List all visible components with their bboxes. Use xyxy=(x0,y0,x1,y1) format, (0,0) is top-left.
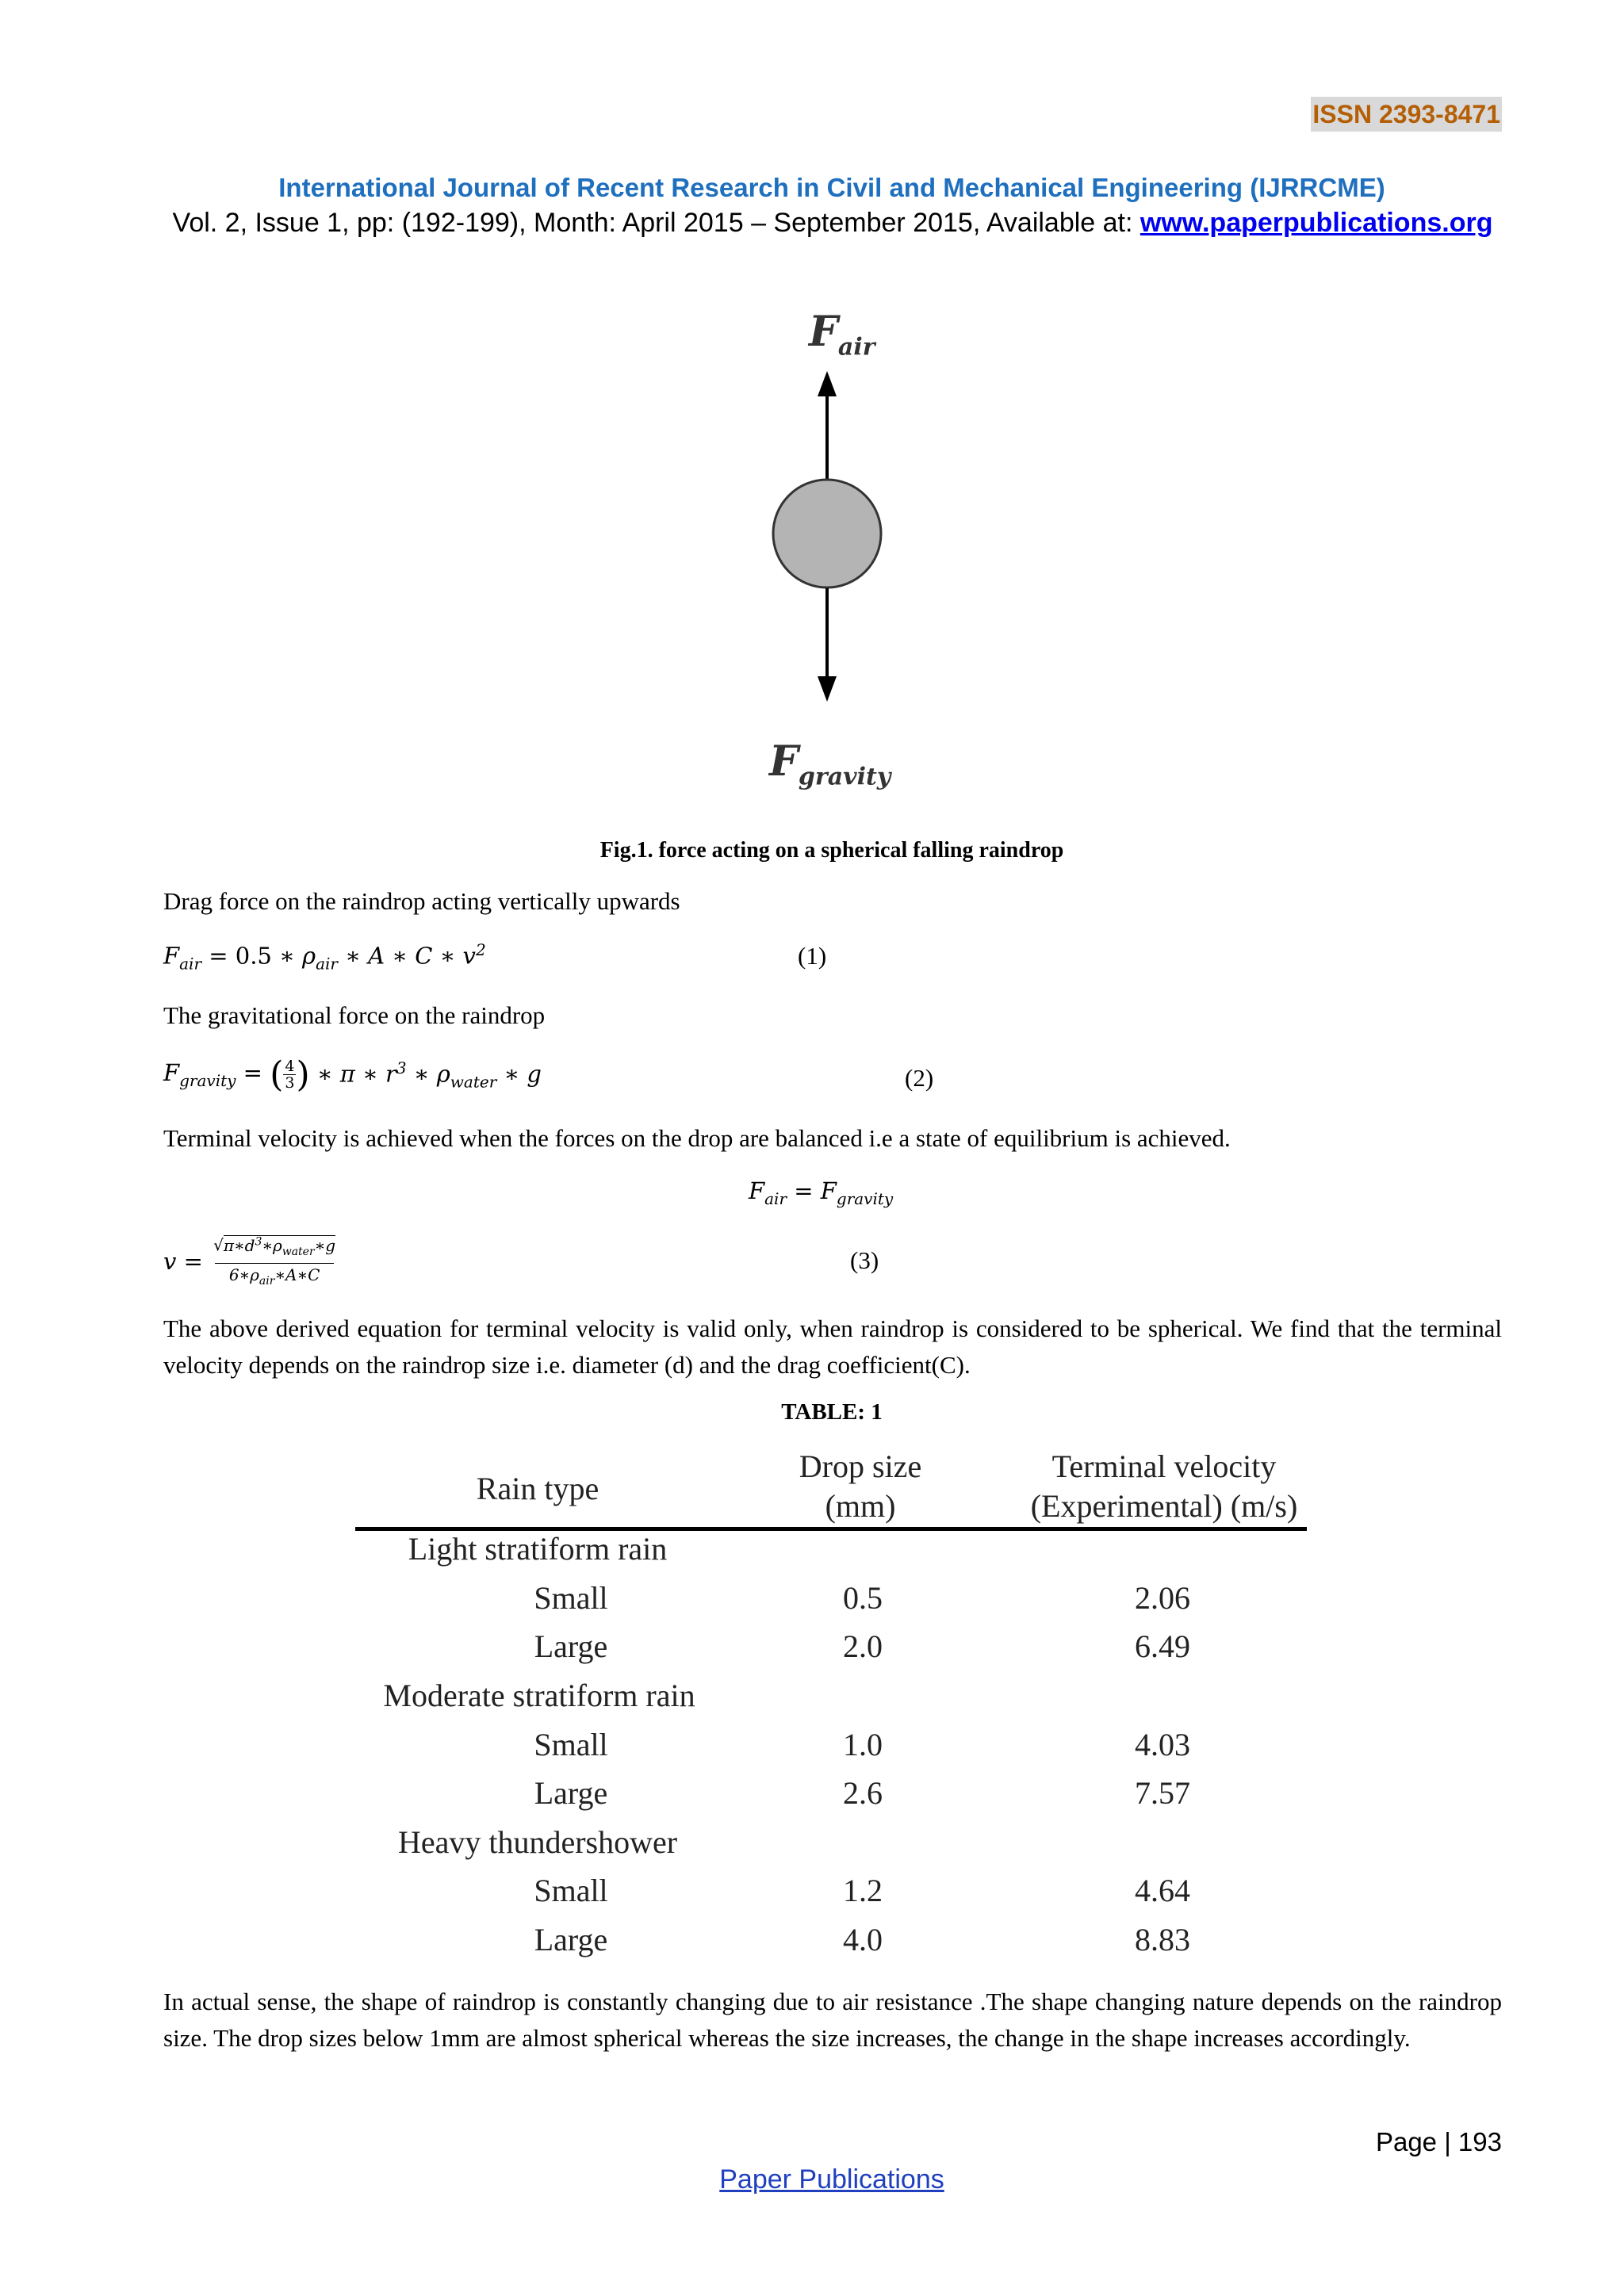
row-velocity: 8.83 xyxy=(1135,1922,1190,1957)
col-header-terminal-velocity: Terminal velocity xyxy=(1051,1448,1277,1484)
col-header-rain-type: Rain type xyxy=(476,1471,599,1506)
group-name: Heavy thundershower xyxy=(397,1824,678,1860)
row-velocity: 4.03 xyxy=(1135,1727,1190,1762)
row-velocity: 6.49 xyxy=(1135,1628,1190,1664)
journal-title: International Journal of Recent Research in Civil and Mechanical Engineering (IJRRCME) xyxy=(278,173,1385,202)
row-velocity: 2.06 xyxy=(1135,1580,1190,1616)
row-label: Small xyxy=(534,1727,608,1762)
paragraph-terminal: Terminal velocity is achieved when the forces on the drop are balanced i.e a state of equilibrium is achieved. xyxy=(163,1124,1231,1152)
issn-badge: ISSN 2393-8471 xyxy=(1311,97,1502,132)
journal-link[interactable]: www.paperpublications.org xyxy=(1139,208,1493,238)
f-gravity-label: $F_{gravity}$ xyxy=(769,737,891,791)
equation-2: $F_{gravity}$ = ( 4 3 ) ∗ π ∗ $r^3$ ∗ $\rho_{water}$ ∗ g xyxy=(163,1054,542,1095)
row-drop-size: 0.5 xyxy=(843,1580,883,1616)
equation-balance: $F_{air} = F_{gravity}$ xyxy=(749,1177,894,1208)
row-drop-size: 2.0 xyxy=(843,1628,883,1664)
row-velocity: 7.57 xyxy=(1135,1775,1190,1811)
row-drop-size: 2.6 xyxy=(843,1775,883,1811)
row-velocity: 4.64 xyxy=(1135,1873,1190,1908)
row-label: Large xyxy=(534,1628,608,1664)
paragraph-gravity: The gravitational force on the raindrop xyxy=(163,1001,546,1029)
row-label: Large xyxy=(534,1775,608,1811)
row-label: Small xyxy=(534,1580,608,1616)
row-label: Large xyxy=(534,1922,608,1957)
paragraph-actual: In actual sense, the shape of raindrop is constantly changing due to air resistance .The shape changing nature depends on the raindrop size. The drop sizes below 1mm are almost spherical whereas the size increases, the change in the shape increases accordingly. xyxy=(163,1988,1502,2052)
table-caption: TABLE: 1 xyxy=(781,1399,883,1425)
equation-3: v = $√\pi∗d^3∗\rho_{water}∗g$ $6∗\rho_{air}∗A∗C$ xyxy=(163,1230,339,1292)
row-label: Small xyxy=(534,1873,608,1908)
group-name: Light stratiform rain xyxy=(408,1531,668,1567)
paragraph-drag: Drag force on the raindrop acting vertically upwards xyxy=(163,887,680,915)
equation-1: $F_{air} = 0.5$ ∗ $\rho_{air}$ ∗ A ∗ C ∗ $v^2$ xyxy=(163,940,486,974)
paragraph-above: The above derived equation for terminal velocity is valid only, when raindrop is considered to be spherical. We find that the terminal velocity depends on the raindrop size i.e. diameter (d) and the drag coefficient(C). xyxy=(163,1314,1502,1379)
journal-info-text: Vol. 2, Issue 1, pp: (192-199), Month: April 2015 – September 2015, Available at: xyxy=(172,208,1140,238)
f-air-label: $F_{air}$ xyxy=(809,308,875,362)
row-drop-size: 4.0 xyxy=(843,1922,883,1957)
group-name: Moderate stratiform rain xyxy=(383,1678,695,1713)
publisher-link[interactable]: Paper Publications xyxy=(719,2164,944,2195)
page-number: Page | 193 xyxy=(1375,2127,1502,2156)
row-drop-size: 1.2 xyxy=(843,1873,883,1908)
equation-1-number: (1) xyxy=(798,942,827,970)
equation-2-number: (2) xyxy=(905,1064,934,1092)
figure-caption: Fig.1. force acting on a spherical falling raindrop xyxy=(599,838,1064,863)
col-header-drop-size-unit: (mm) xyxy=(825,1488,896,1524)
equation-3-number: (3) xyxy=(850,1246,879,1274)
col-header-drop-size: Drop size xyxy=(799,1448,922,1484)
col-header-terminal-velocity-unit: (Experimental) (m/s) xyxy=(1030,1488,1298,1524)
row-drop-size: 1.0 xyxy=(843,1727,883,1762)
